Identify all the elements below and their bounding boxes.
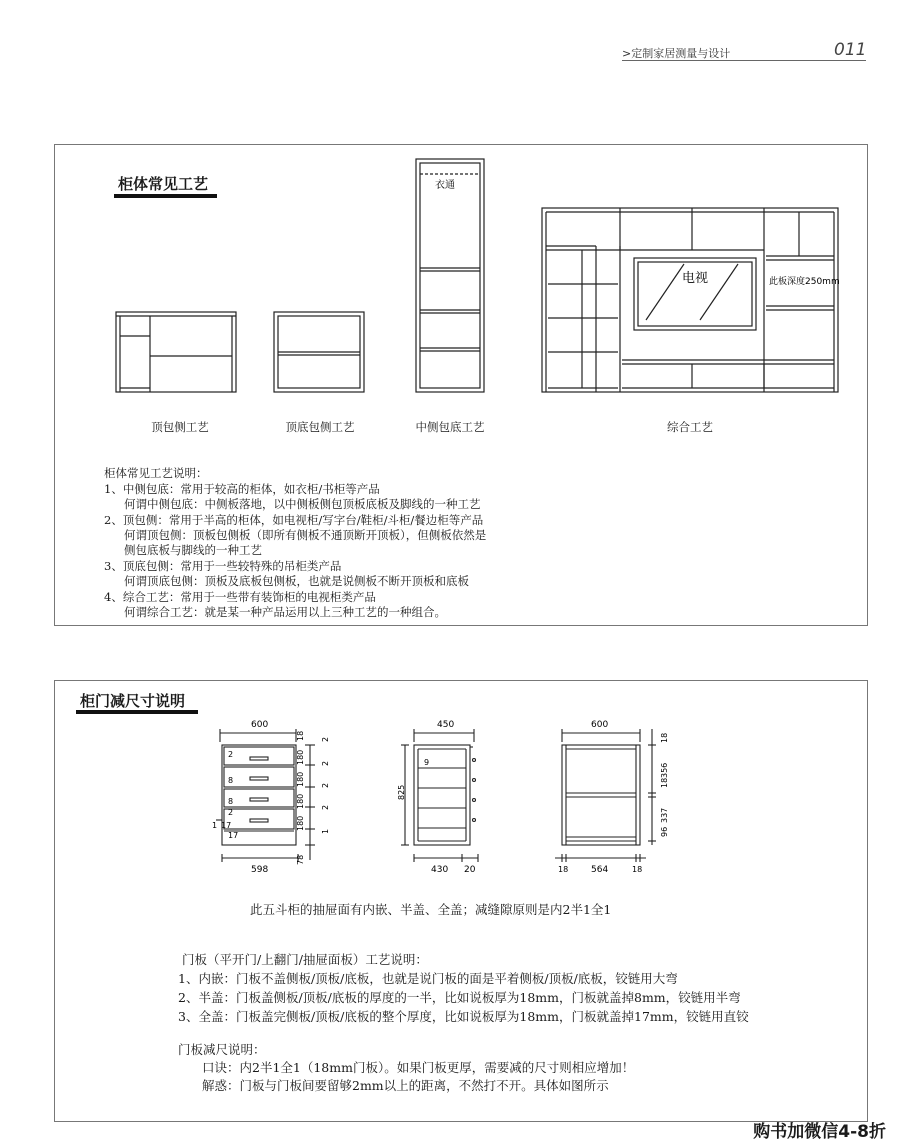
d1-gap-label: 2 [228,808,234,817]
page-number: 011 [834,40,867,60]
section2-title: 柜门减尺寸说明 [80,692,186,710]
drawer-chest-side [401,729,478,862]
door-note-line: 门板（平开门/上翻门/抽屉面板）工艺说明： [182,952,428,967]
note-line: 何谓中侧包底：中侧板落地，以中侧板侧包顶板底板及脚线的一种工艺 [124,497,481,511]
note-line: 侧包底板与脚线的一种工艺 [124,543,262,557]
d1-right-dim: 2 [321,804,330,810]
middle-side-wrap-bottom-cabinet [416,159,484,392]
d1-right-dim: 180 [296,793,305,809]
watermark: 购书加微信4-8折 [753,1122,886,1142]
d2-height-dim: 825 [397,784,406,800]
d3-right-dim: 356 [660,762,669,778]
d1-right-dim: 18 [296,730,305,741]
d1-right-dim: 78 [296,854,305,865]
caption-top-wrap-side: 顶包侧工艺 [151,420,209,434]
d1-gap-label: 8 [228,776,234,785]
note-line: 何谓综合工艺：就是某一种产品运用以上三种工艺的一种组合。 [124,605,446,619]
d3-bottom-dim: 18 [632,865,643,874]
note-line: 2、顶包侧：常用于半高的柜体，如电视柜/写字台/鞋柜/斗柜/餐边柜等产品 [104,513,484,527]
board-depth-label: 此板深度250mm [769,277,840,287]
note-line: 4、综合工艺：常用于一些带有装饰柜的电视柜类产品 [104,590,376,604]
drawer-caption: 此五斗柜的抽屉面有内嵌、半盖、全盖；减缝隙原则是内2半1全1 [250,902,612,917]
d3-right-dim: 18 [660,777,669,788]
note-line: 何谓顶底包侧：顶板及底板包侧板，也就是说侧板不断开顶板和底板 [124,574,469,588]
d1-bottom-dim: 598 [251,865,269,875]
d1-right-dim: 180 [296,815,305,831]
d1-right-dim: 1 [321,828,330,834]
door-note-line: 1、内嵌：门板不盖侧板/顶板/底板，也就是说门板的面是平着侧板/顶板/底板，铰链用大弯 [178,971,678,986]
d2-bottom-small: 20 [464,865,476,875]
d1-gap-label: 8 [228,797,234,806]
d3-right-dim: 18 [660,732,669,743]
d1-gap-label: 17 [221,821,232,830]
door-note-line: 3、全盖：门板盖完侧板/顶板/底板的整个厚度，比如说板厚为18mm，门板就盖掉17mm，铰链用直铰 [178,1009,749,1024]
note-line: 何谓顶包侧：顶板包侧板（即所有侧板不通顶断开顶板），但侧板依然是 [124,528,487,542]
note-line: 3、顶底包侧：常用于一些较特殊的吊柜类产品 [104,559,342,573]
d3-bottom-dim: 18 [558,865,569,874]
cabinet-process-diagrams [0,150,900,410]
d1-top-dim: 600 [251,720,269,730]
d1-right-dim: 180 [296,771,305,787]
door-reduction-drawings [0,710,900,880]
d1-gap-label: 17 [228,831,239,840]
tv-label: 电视 [682,271,709,286]
top-wrap-side-cabinet [116,312,236,392]
d1-right-dim: 2 [321,736,330,742]
top-bottom-wrap-side-cabinet [274,312,364,392]
combined-cabinet [542,208,838,392]
d3-right-dim: 96 [660,826,669,837]
door-note-line: 2、半盖：门板盖侧板/顶板/底板的厚度的一半，比如说板厚为18mm，门板就盖掉8mm，铰链用半弯 [178,990,741,1005]
wardrobe-rod-label: 衣通 [435,180,455,191]
reduce-note-line: 口诀：内2半1全1（18mm门板）。如果门板更厚，需要减的尺寸则相应增加！ [202,1060,635,1075]
d3-top-dim: 600 [591,720,609,730]
d2-inner-dim: 9 [424,758,430,767]
running-header: >定制家居测量与设计 [622,47,731,60]
reduce-note-line: 门板减尺说明： [178,1042,266,1057]
caption-top-bottom-wrap-side: 顶底包侧工艺 [285,420,355,434]
d2-top-dim: 450 [437,720,455,730]
d3-bottom-dim: 564 [591,865,609,875]
d2-bottom-dim: 430 [431,865,449,875]
d1-gap-label: 2 [228,750,234,759]
section1-title: 柜体常见工艺 [118,175,209,193]
reduce-note-line: 解惑：门板与门板间要留够2mm以上的距离，不然打不开。具体如图所示 [202,1078,609,1093]
d3-right-dim: 337 [660,807,669,823]
caption-middle-side-wrap-bottom: 中侧包底工艺 [415,420,485,434]
d1-right-dim: 180 [296,749,305,765]
d1-right-dim: 2 [321,760,330,766]
door-cabinet-front [555,729,656,862]
note-line: 柜体常见工艺说明： [104,466,208,480]
note-line: 1、中侧包底：常用于较高的柜体，如衣柜/书柜等产品 [104,482,380,496]
header-rule [622,60,866,61]
caption-combined: 综合工艺 [667,420,713,434]
d1-gap-label: 1 [212,821,218,830]
d1-right-dim: 2 [321,782,330,788]
